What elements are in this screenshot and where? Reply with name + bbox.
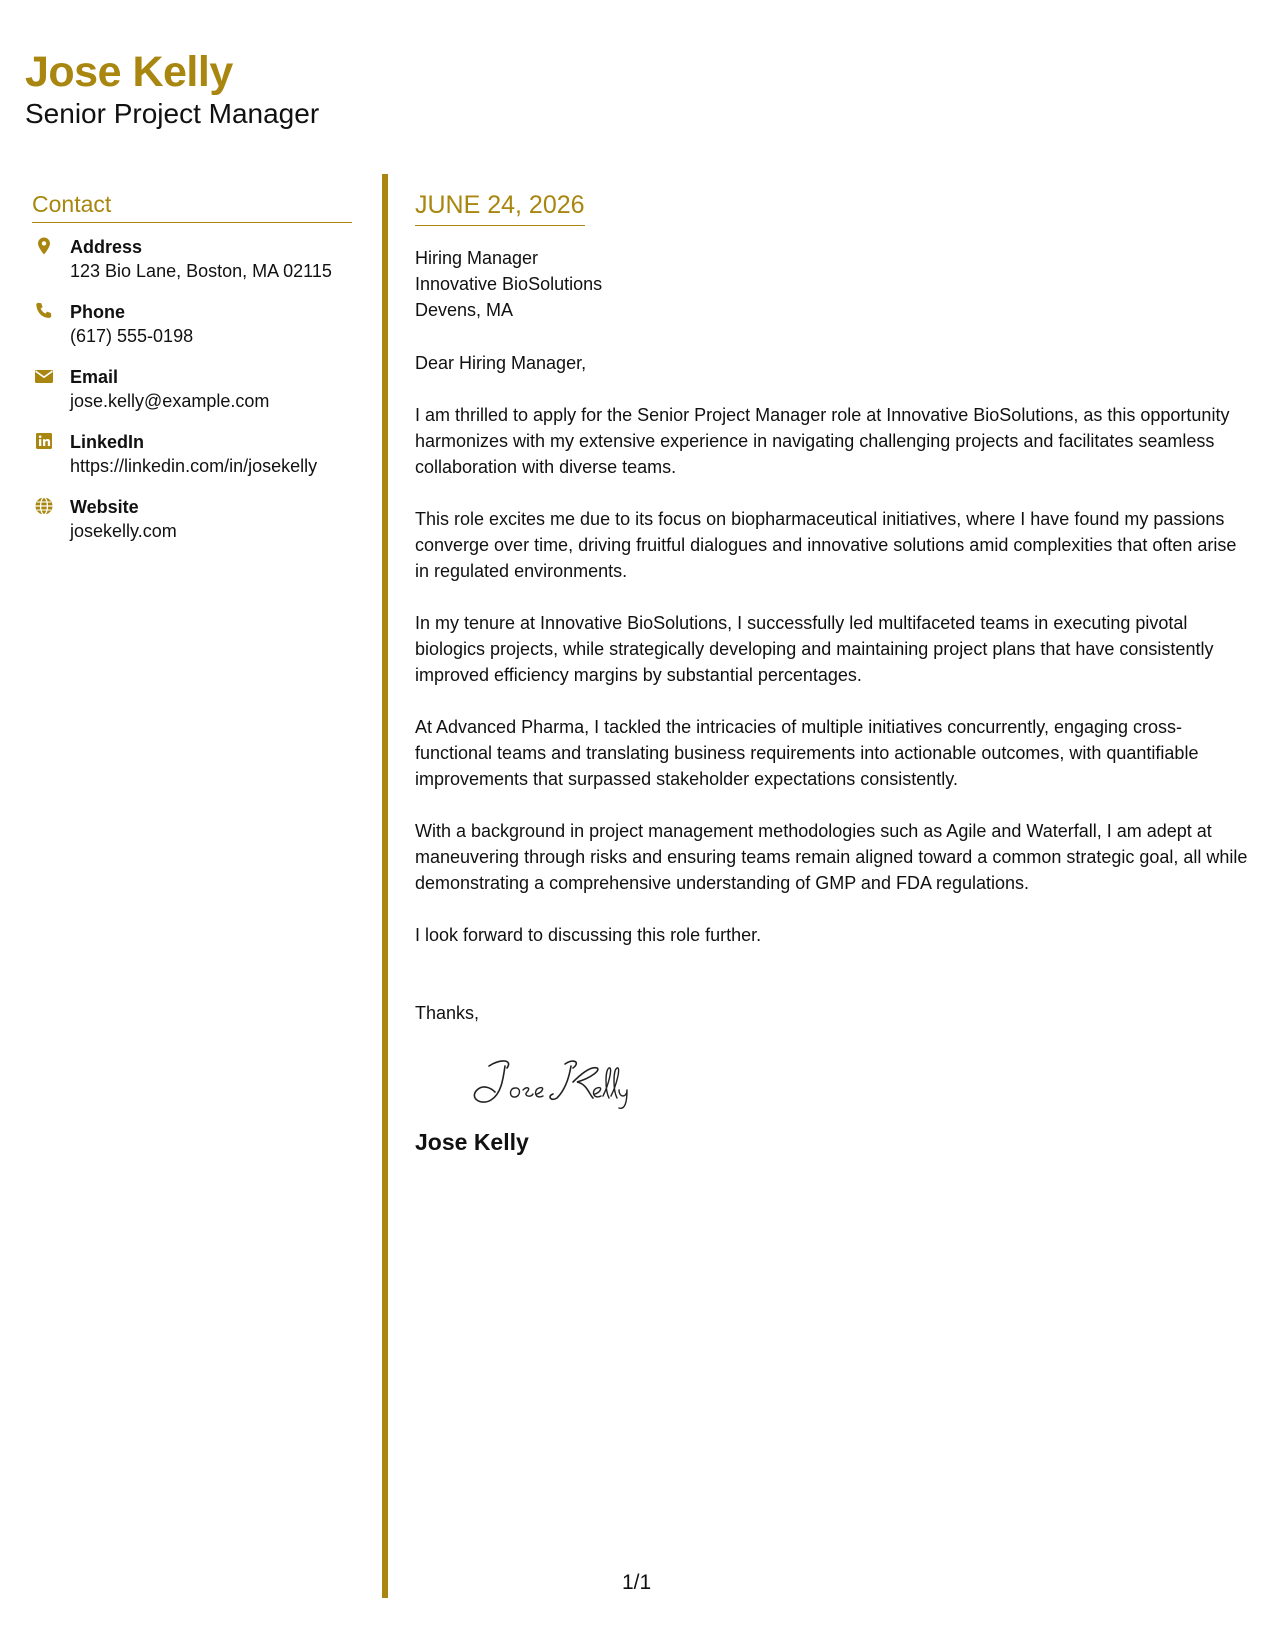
- contact-value: 123 Bio Lane, Boston, MA 02115: [70, 261, 332, 281]
- date-block: [415, 190, 585, 226]
- contact-label: LinkedIn: [70, 432, 145, 452]
- contact-value: https://linkedin.com/in/josekelly: [70, 456, 318, 476]
- phone-icon: [34, 301, 54, 321]
- contact-label: Email: [70, 367, 119, 387]
- letter-body: [415, 190, 1255, 1156]
- contact-phone: [32, 300, 352, 348]
- linkedin-icon: [34, 431, 54, 451]
- map-pin-icon: [34, 236, 54, 256]
- column-divider: [382, 174, 388, 1598]
- letter-paragraph: This role excites me due to its focus on biopharmaceutical initiatives, where I have found my passions converge over time, driving fruitful dialogues and innovative solutions amid complexities that often arise in regulated environments.: [415, 509, 1237, 581]
- contact-value: (617) 555-0198: [70, 326, 194, 346]
- page-number: 1/1: [622, 1571, 652, 1594]
- greeting: Dear Hiring Manager,: [415, 353, 587, 373]
- signed-name: Jose Kelly: [415, 1129, 529, 1155]
- contact-value: jose.kelly@example.com: [70, 391, 270, 411]
- letter-paragraph: In my tenure at Innovative BioSolutions, I successfully led multifaceted teams in executing pivotal biologics projects, while strategically developing and maintaining project plans that have consistently improved efficiency margins by substantial percentages.: [415, 613, 1214, 685]
- contact-label: Website: [70, 497, 139, 517]
- recipient-block: [415, 245, 1255, 323]
- letter-paragraph: With a background in project management methodologies such as Agile and Waterfall, I am adept at maneuvering through risks and ensuring teams remain aligned toward a common strategic goal, all while demonstrating a comprehensive understanding of GMP and FDA regulations.: [415, 821, 1248, 893]
- letter-paragraph: I look forward to discussing this role further.: [415, 925, 762, 945]
- handwritten-signature: [461, 1054, 641, 1110]
- recipient-line: Innovative BioSolutions: [415, 274, 603, 294]
- recipient-line: Devens, MA: [415, 300, 514, 320]
- globe-icon: [34, 496, 54, 516]
- contact-value: josekelly.com: [70, 521, 177, 541]
- contact-sidebar: [32, 190, 352, 560]
- letter-paragraph: I am thrilled to apply for the Senior Project Manager role at Innovative BioSolutions, as this opportunity harmonizes with my extensive experience in navigating challenging projects and facilitates seamless collaboration with diverse teams.: [415, 405, 1230, 477]
- letter-paragraph: At Advanced Pharma, I tackled the intricacies of multiple initiatives concurrently, engaging cross-functional teams and translating business requirements into actionable outcomes, with quantifiable improvements that surpassed stakeholder expectations consistently.: [415, 717, 1199, 789]
- contact-linkedin: [32, 430, 352, 478]
- contact-website: [32, 495, 352, 543]
- contact-email: [32, 365, 352, 413]
- contact-label: Phone: [70, 302, 126, 322]
- letter-date: JUNE 24, 2026: [415, 191, 585, 219]
- envelope-icon: [34, 366, 54, 386]
- letter-header: [25, 48, 319, 130]
- contact-label: Address: [70, 237, 143, 257]
- recipient-line: Hiring Manager: [415, 248, 539, 268]
- contact-address: [32, 235, 352, 283]
- contact-heading: Contact: [32, 190, 352, 223]
- closing: Thanks,: [415, 1003, 480, 1023]
- applicant-title: Senior Project Manager: [25, 98, 320, 129]
- applicant-name: Jose Kelly: [25, 48, 233, 96]
